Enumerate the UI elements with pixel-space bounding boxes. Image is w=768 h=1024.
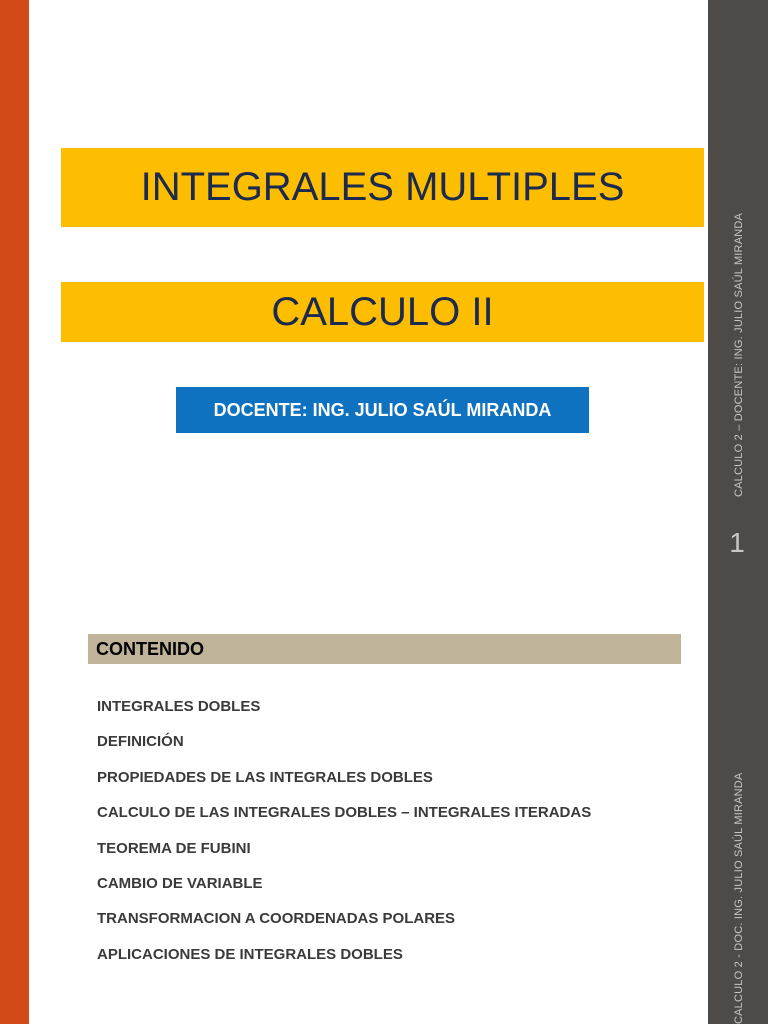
contents-item: DEFINICIÓN [97, 733, 184, 751]
contents-heading: CONTENIDO [88, 634, 681, 664]
contents-item: TEOREMA DE FUBINI [97, 839, 251, 857]
contents-item: PROPIEDADES DE LAS INTEGRALES DOBLES [97, 768, 433, 786]
contents-item: CALCULO DE LAS INTEGRALES DOBLES – INTEGRALES ITERADAS [97, 804, 592, 822]
contents-list [97, 689, 591, 972]
contents-item: INTEGRALES DOBLES [97, 698, 261, 715]
contents-item: TRANSFORMACION A COORDENADAS POLARES [97, 910, 456, 928]
slide-subtitle: CALCULO II [61, 282, 704, 342]
side-label-top: CALCULO 2 – DOCENTE: ING. JULIO SAÚL MIRANDA [733, 212, 745, 497]
slide-title: INTEGRALES MULTIPLES [61, 148, 704, 227]
side-label-bottom: CALCULO 2 - DOC. ING. JULIO SAÚL MIRANDA [733, 772, 745, 1024]
left-accent-stripe [0, 0, 29, 1024]
contents-item: APLICACIONES DE INTEGRALES DOBLES [97, 945, 403, 963]
contents-item: CAMBIO DE VARIABLE [97, 874, 263, 892]
teacher-label: DOCENTE: ING. JULIO SAÚL MIRANDA [176, 387, 589, 433]
page-number: 1 [729, 527, 745, 558]
